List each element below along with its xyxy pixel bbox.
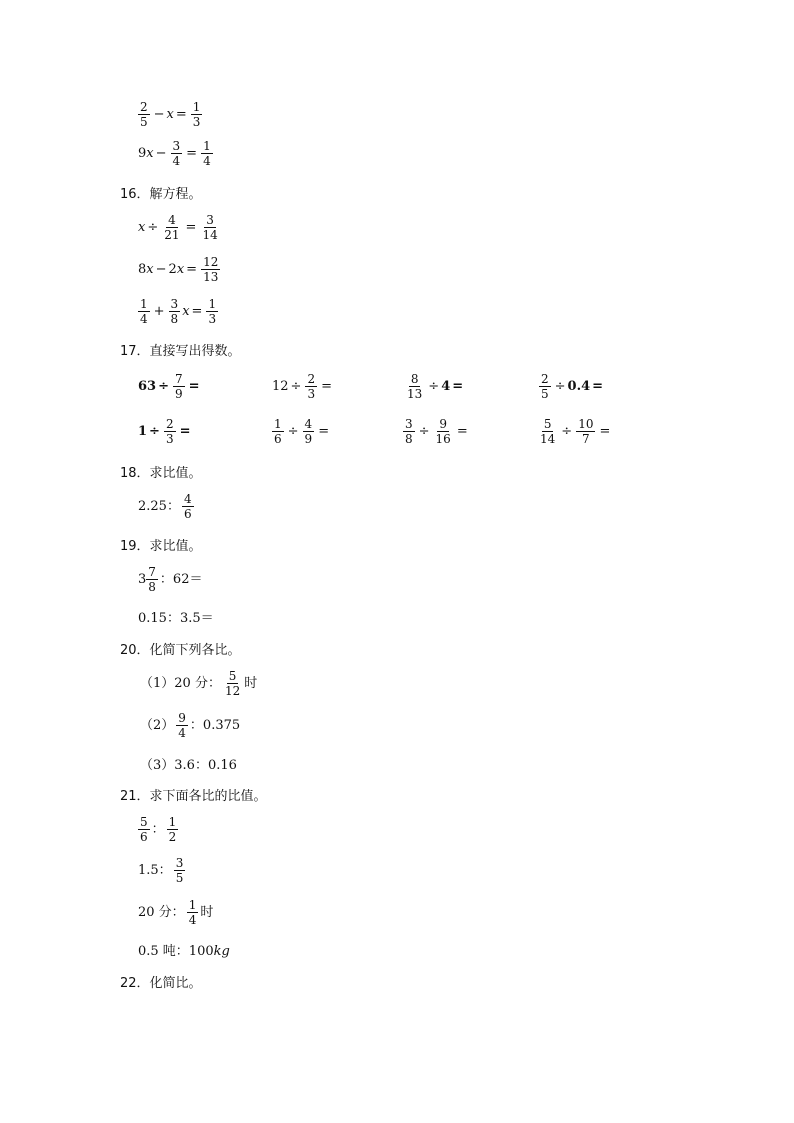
q17-item-r1c1: 63 ÷ $\frac{7}{9}$ =: [138, 372, 200, 401]
fraction: $\frac{4}{21}$: [164, 213, 180, 242]
fraction: $\frac{2}{5}$: [541, 372, 549, 401]
q20-item-2: （2） $\frac{9}{4}$ ：0.375: [140, 711, 241, 740]
fraction: $\frac{4}{6}$: [183, 492, 192, 521]
fraction: $\frac{1}{3}$: [208, 297, 217, 326]
q21-expression-4: 0.5 吨：100 kg: [138, 944, 230, 959]
fraction: $\frac{12}{13}$: [203, 255, 219, 284]
fraction: $\frac{9}{16}$: [435, 417, 451, 446]
fraction: $\frac{3}{8}$: [170, 297, 179, 326]
q20-item-3: （3）3.6：0.16: [140, 758, 237, 773]
q16-equation-2: 8 x − 2 x = $\frac{12}{13}$: [138, 255, 219, 284]
fraction: $\frac{9}{4}$: [178, 711, 186, 740]
q17-item-r2c1: 1 ÷ $\frac{2}{3}$ =: [138, 417, 191, 446]
q16-equation-3: $\frac{1}{4}$ + $\frac{3}{8}$ x = $\frac{1}{3}$: [140, 297, 217, 326]
fraction: $\frac{1}{4}$: [188, 898, 197, 927]
fraction: $\frac{2}{3}$: [165, 417, 174, 446]
fraction: $\frac{4}{9}$: [304, 417, 313, 446]
question-18-title: 18．求比值。: [120, 466, 202, 481]
fraction: $\frac{5}{6}$: [140, 815, 148, 844]
q16-equation-1: x ÷ $\frac{4}{21}$ = $\frac{3}{14}$: [138, 213, 218, 242]
q17-item-r2c2: $\frac{1}{6}$ ÷ $\frac{4}{9}$ =: [274, 417, 330, 446]
q21-expression-1: $\frac{5}{6}$ ： $\frac{1}{2}$: [140, 815, 177, 844]
question-16-title: 16．解方程。: [120, 187, 202, 202]
q19-expression-1: 3 $\frac{7}{8}$ ：62＝: [138, 565, 203, 594]
fraction: $\frac{1}{4}$: [203, 139, 211, 168]
fraction: $\frac{3}{14}$: [202, 213, 218, 242]
question-20-title: 20．化简下列各比。: [120, 643, 241, 658]
fraction: $\frac{7}{9}$: [175, 372, 183, 401]
q21-expression-3: 20 分： $\frac{1}{4}$ 时: [138, 898, 214, 927]
fraction: $\frac{3}{8}$: [405, 417, 413, 446]
fraction: $\frac{1}{3}$: [192, 100, 201, 129]
q17-item-r1c4: $\frac{2}{5}$ ÷ 0.4 =: [541, 372, 604, 401]
q20-item-1: （1）20 分： $\frac{5}{12}$ 时: [140, 669, 258, 698]
question-17-title: 17．直接写出得数。: [120, 344, 241, 359]
fraction: $\frac{10}{7}$: [578, 417, 594, 446]
fraction: $\frac{7}{8}$: [148, 565, 156, 594]
fraction: $\frac{1}{4}$: [140, 297, 148, 326]
pre-equation-2: 9 x − $\frac{3}{4}$ = $\frac{1}{4}$: [138, 139, 211, 168]
fraction: $\frac{1}{2}$: [168, 815, 177, 844]
q17-item-r1c2: 12 ÷ $\frac{2}{3}$ =: [272, 372, 332, 401]
fraction: $\frac{5}{12}$: [224, 669, 241, 698]
fraction: $\frac{3}{5}$: [175, 856, 184, 885]
fraction: $\frac{1}{6}$: [274, 417, 282, 446]
fraction: $\frac{5}{14}$: [540, 417, 556, 446]
question-21-title: 21．求下面各比的比值。: [120, 789, 267, 804]
question-19-title: 19．求比值。: [120, 539, 202, 554]
fraction: $\frac{3}{4}$: [172, 139, 181, 168]
fraction: $\frac{2}{3}$: [307, 372, 316, 401]
q18-expression-1: 2.25 ： $\frac{4}{6}$: [138, 492, 192, 521]
q17-item-r1c3: $\frac{8}{13}$ ÷ 4 =: [407, 372, 464, 401]
question-22-title: 22．化简比。: [120, 976, 202, 991]
q19-expression-2: 0.15：3.5＝: [138, 611, 214, 626]
pre-equation-1: $\frac{2}{5}$ − x = $\frac{1}{3}$: [140, 100, 201, 129]
q17-item-r2c4: $\frac{5}{14}$ ÷ $\frac{10}{7}$ =: [540, 417, 611, 446]
q21-expression-2: 1.5： $\frac{3}{5}$: [138, 856, 184, 885]
q17-item-r2c3: $\frac{3}{8}$ ÷ $\frac{9}{16}$ =: [405, 417, 468, 446]
fraction: $\frac{8}{13}$: [407, 372, 423, 401]
fraction: $\frac{2}{5}$: [140, 100, 148, 129]
